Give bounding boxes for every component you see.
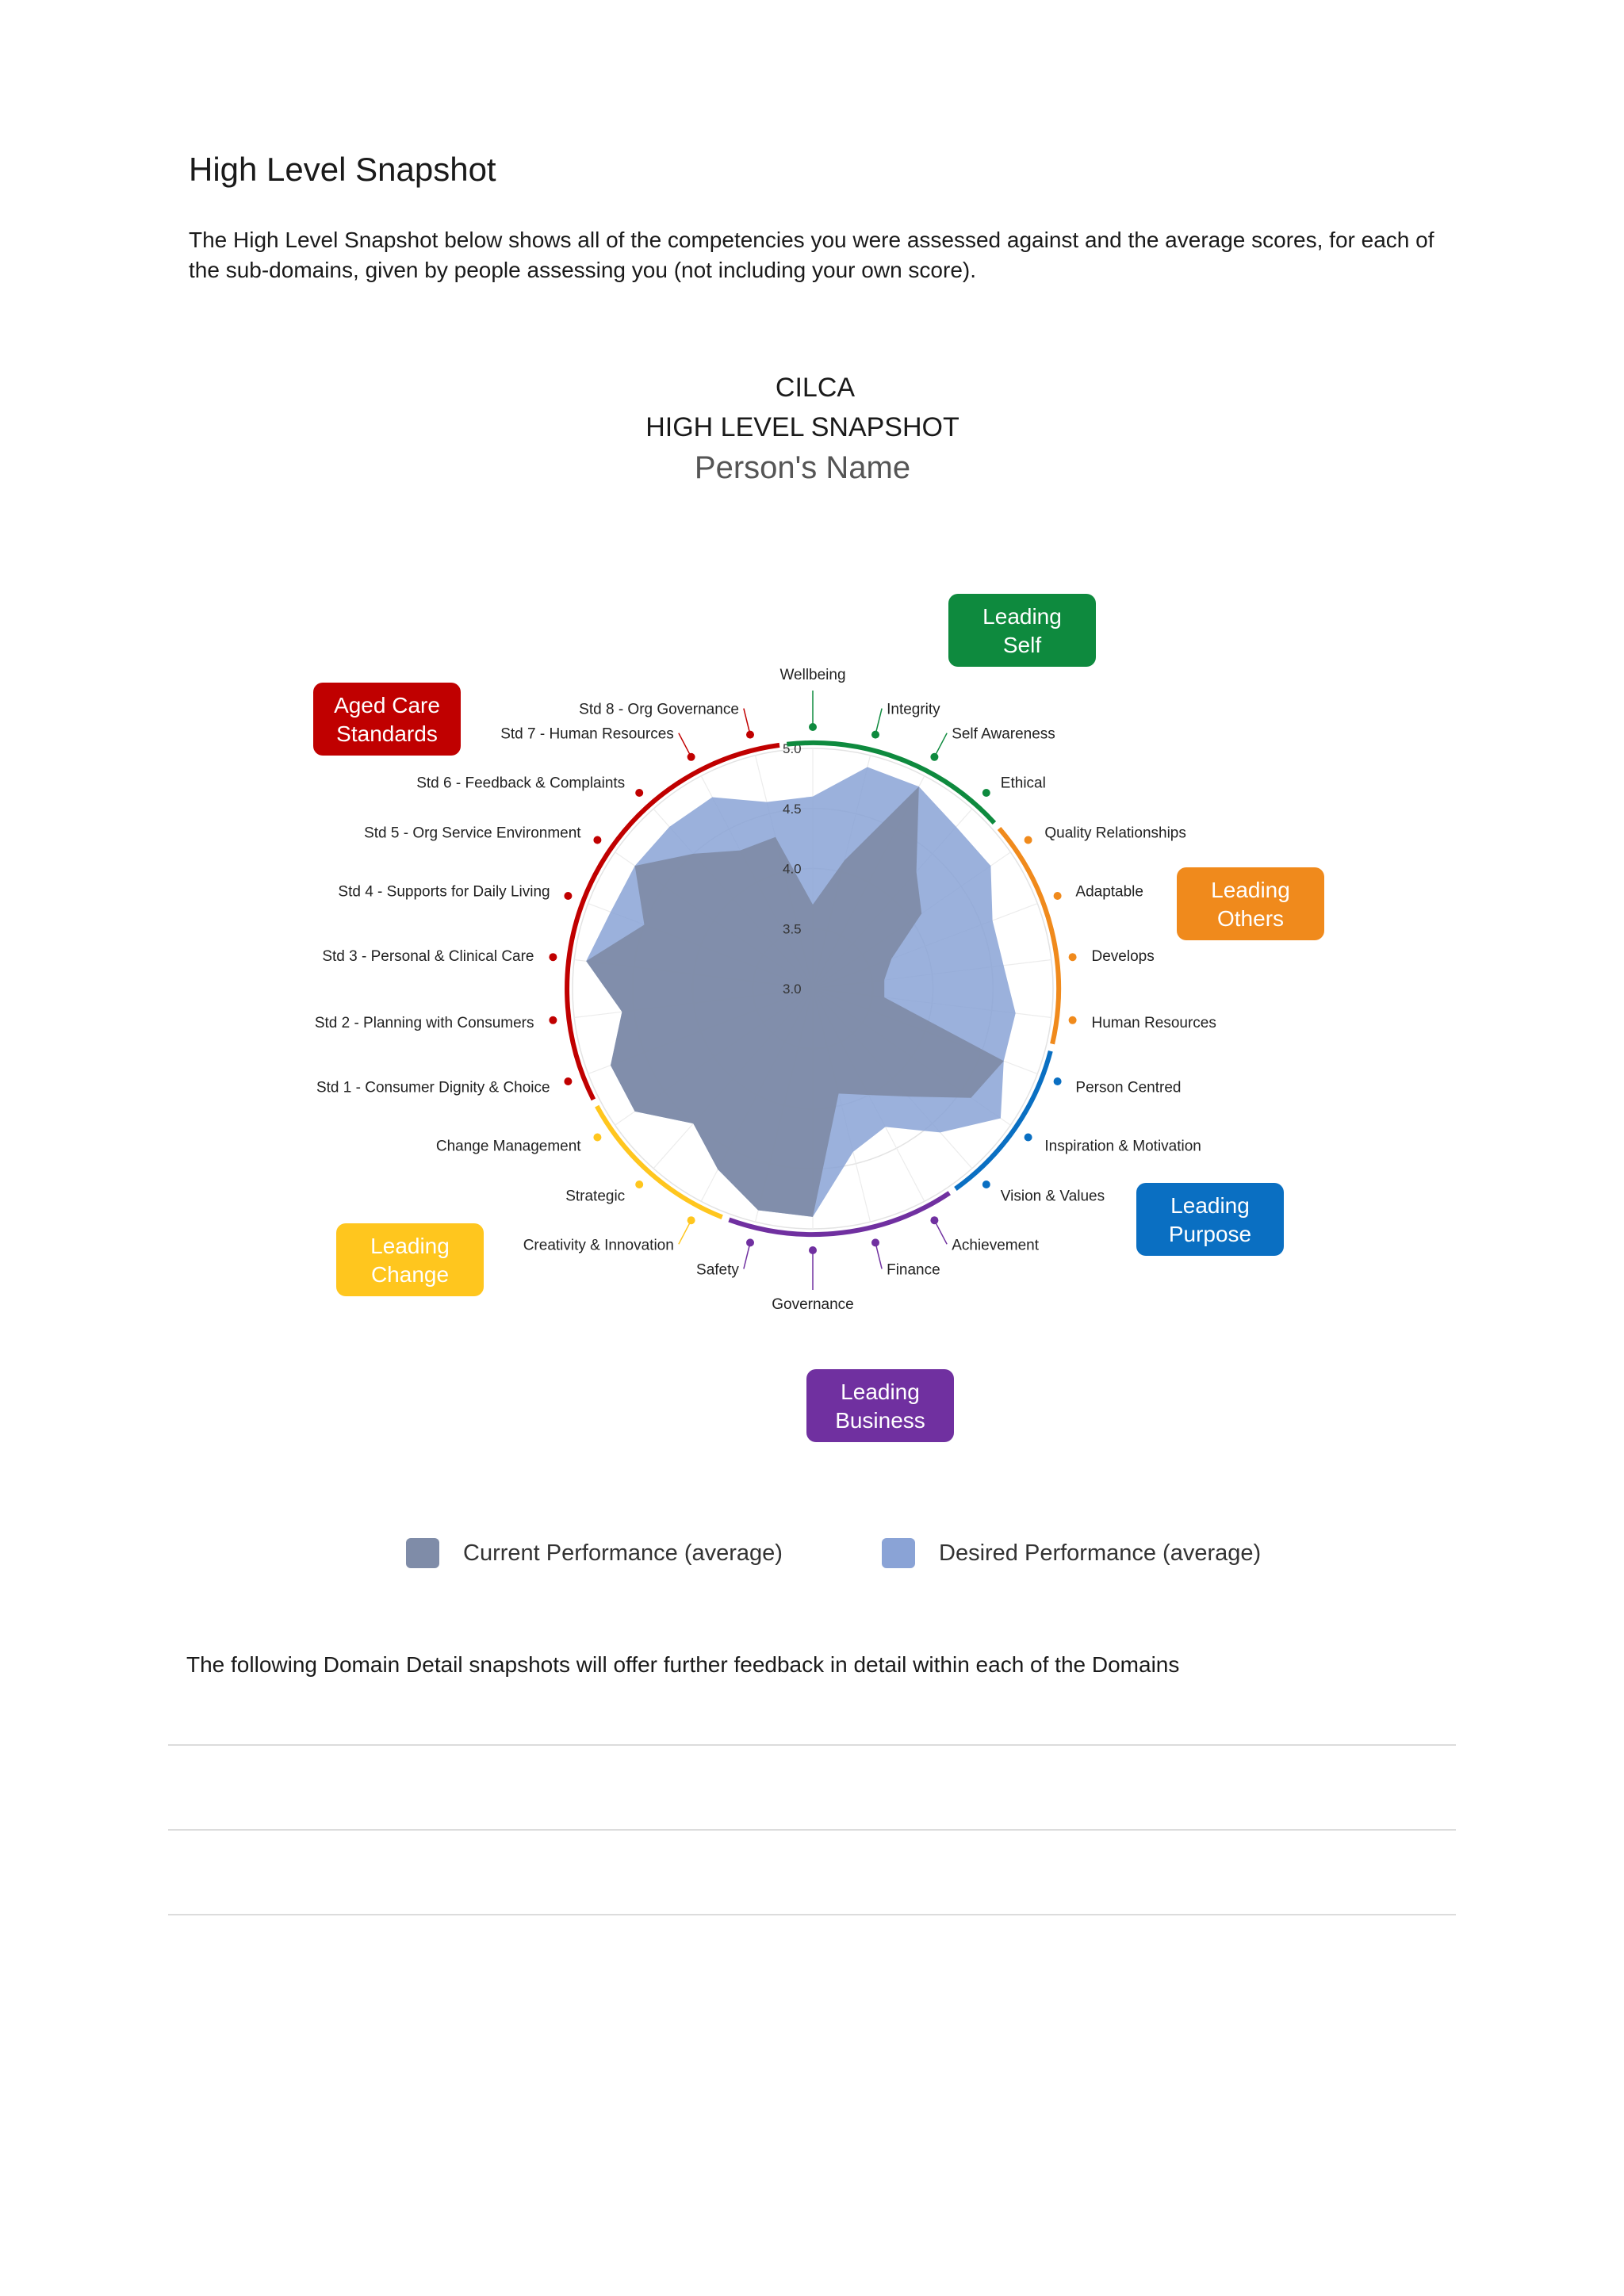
divider-2 [168,1829,1456,1831]
category-label: Std 5 - Org Service Environment [364,825,581,842]
tick-label: 3.0 [783,982,802,997]
page-title: High Level Snapshot [189,151,496,188]
category-label: Integrity [887,701,940,718]
domain-badge-label: Aged Care [334,693,440,718]
intro-paragraph: The High Level Snapshot below shows all of the competencies you were assessed against and the average scores, for each of the sub-domains, given by people assessing you (not including your own score). [189,228,1434,282]
category-marker [1054,1077,1062,1085]
legend-swatch-current [406,1538,439,1568]
tick-label: 4.0 [783,861,802,877]
category-marker [635,789,643,797]
category-marker [635,1181,643,1188]
category-label: Wellbeing [779,667,846,683]
leader-line [744,709,750,735]
tick-label: 3.5 [783,921,802,937]
domain-badge-label: Change [370,1262,450,1287]
category-marker [871,731,879,739]
category-marker [982,789,990,797]
category-label: Finance [887,1261,940,1279]
legend-label-desired: Desired Performance (average) [939,1540,1262,1566]
legend-current [406,1538,783,1568]
category-marker [549,953,557,961]
category-label: Std 4 - Supports for Daily Living [338,883,550,901]
chart-subtitle: HIGH LEVEL SNAPSHOT [645,412,959,442]
category-label: Std 3 - Personal & Clinical Care [322,948,534,966]
category-label: Achievement [952,1237,1040,1254]
category-label: Safety [696,1261,739,1279]
category-label: Strategic [565,1188,626,1205]
domain-badge-label: Self [1002,633,1042,657]
legend-label-current: Current Performance (average) [463,1540,783,1566]
chart-title: CILCA [775,373,856,403]
leader-line [875,709,882,735]
category-label: Vision & Values [1000,1188,1105,1205]
category-marker [564,1077,572,1085]
category-label: Creativity & Innovation [523,1237,674,1254]
tick-label: 5.0 [783,741,802,756]
person-name: Person's Name [694,450,911,485]
domain-badge-label: Leading [1211,878,1290,902]
legend-desired [882,1538,1261,1568]
category-marker [1025,1134,1032,1142]
leader-line [934,733,947,757]
domain-badge-label: Leading [370,1234,450,1258]
divider-1 [168,1744,1456,1746]
leader-line [934,1220,947,1244]
category-label: Ethical [1000,775,1046,792]
domain-badge-label: Leading [1170,1193,1250,1218]
category-label: Adaptable [1075,883,1143,901]
category-marker [1069,953,1077,961]
category-label: Std 6 - Feedback & Complaints [416,775,626,792]
domain-badge-label: Others [1216,906,1285,931]
leader-line [744,1242,750,1269]
tick-label: 4.5 [783,801,802,817]
category-marker [982,1181,990,1188]
category-marker [1069,1016,1077,1024]
category-label: Develops [1091,948,1155,966]
category-label: Governance [772,1296,854,1313]
category-marker [549,1016,557,1024]
category-label: Std 2 - Planning with Consumers [314,1014,534,1031]
followup-text: The following Domain Detail snapshots will offer further feedback in detail within each of the Domains [186,1652,1180,1677]
category-marker [593,1134,601,1142]
domain-badge-label: Leading [982,604,1062,629]
leader-line [875,1242,882,1269]
category-label: Human Resources [1091,1014,1216,1031]
domain-badge-label: Purpose [1168,1222,1252,1246]
domain-badge-label: Business [835,1408,925,1433]
category-label: Std 7 - Human Resources [500,725,674,743]
domain-badge-label: Standards [336,721,438,746]
category-label: Std 1 - Consumer Dignity & Choice [316,1079,550,1096]
category-marker [1025,836,1032,844]
category-marker [593,836,601,844]
category-marker [1054,892,1062,900]
domain-badge-label: Leading [841,1380,920,1404]
category-marker [746,1238,754,1246]
category-label: Inspiration & Motivation [1044,1138,1201,1155]
category-marker [564,892,572,900]
category-label: Quality Relationships [1044,825,1186,842]
leader-line [679,1220,691,1244]
legend-swatch-desired [882,1538,915,1568]
category-marker [871,1238,879,1246]
leader-line [679,733,691,757]
category-marker [746,731,754,739]
category-label: Change Management [435,1138,581,1155]
category-label: Self Awareness [952,725,1055,743]
category-label: Std 8 - Org Governance [579,701,739,718]
category-label: Person Centred [1075,1079,1182,1096]
divider-3 [168,1914,1456,1915]
